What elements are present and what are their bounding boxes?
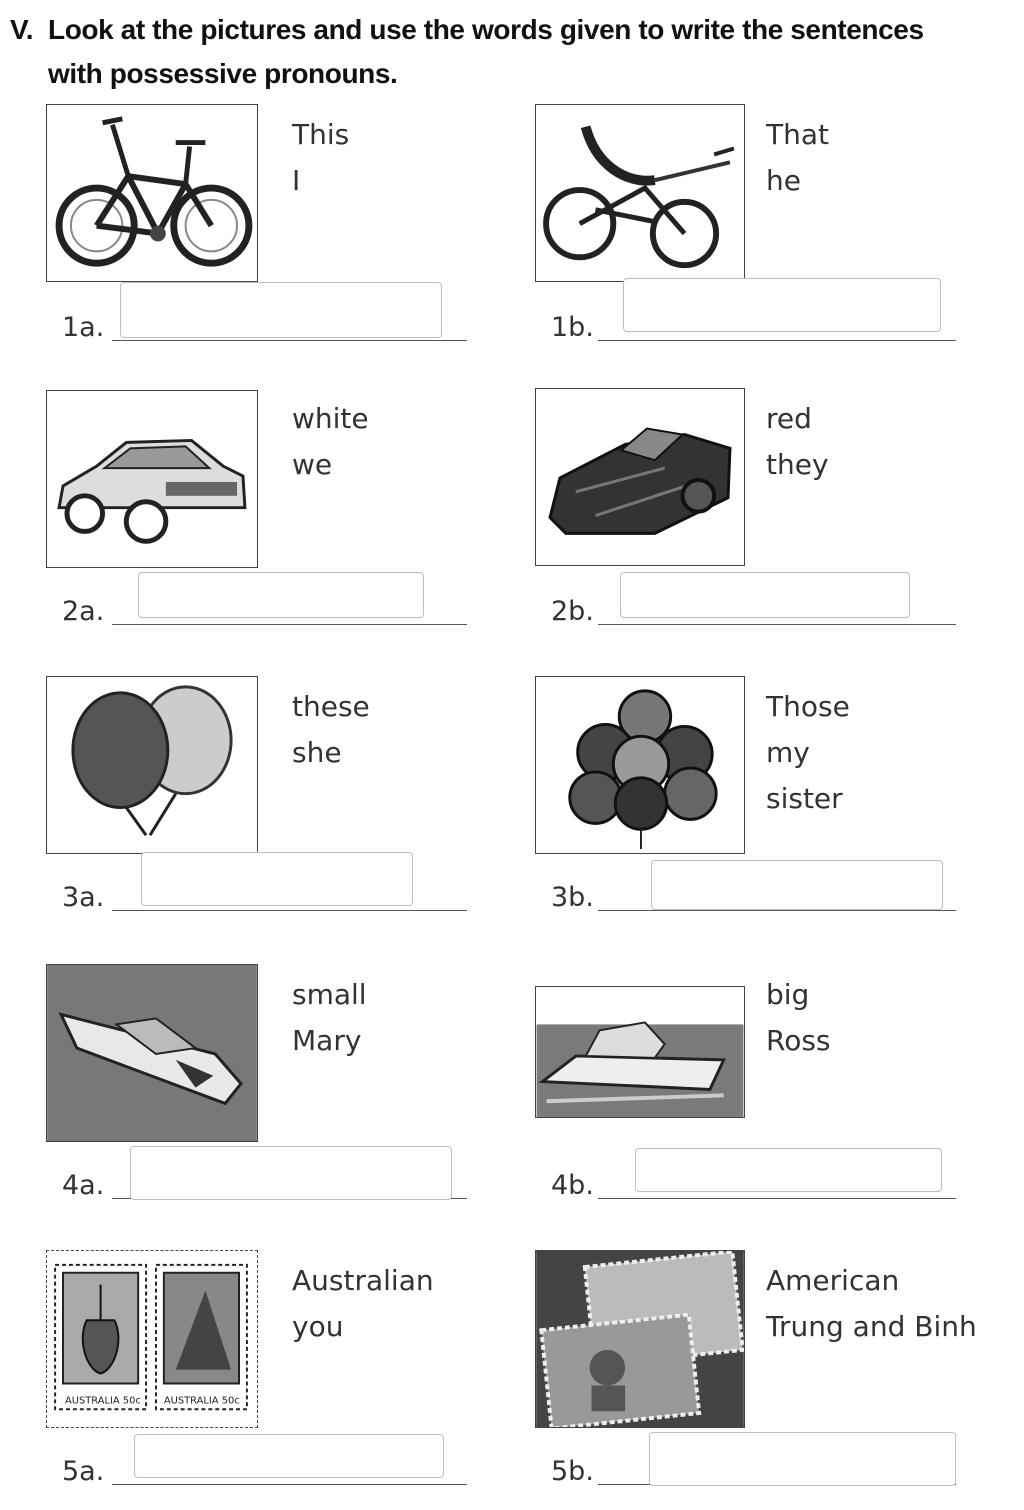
answer-line-3a	[112, 910, 467, 911]
answer-box-4b[interactable]	[635, 1148, 942, 1192]
item-label-2b: 2b.	[551, 596, 594, 627]
given-word: these	[292, 690, 370, 723]
item-label-3b: 3b.	[551, 882, 594, 913]
given-word: Trung and Binh	[766, 1310, 977, 1343]
item-label-1b: 1b.	[551, 312, 594, 343]
recumbent-bicycle-icon	[535, 104, 745, 282]
balloon-bunch-icon	[535, 676, 745, 854]
stamp-caption: AUSTRALIA 50c	[64, 1395, 141, 1407]
word-list-1b	[766, 112, 829, 204]
given-word: we	[292, 448, 333, 481]
given-word: big	[766, 978, 810, 1011]
american-stamps-icon	[535, 1250, 745, 1428]
answer-line-5a	[112, 1484, 467, 1485]
bicycle-icon	[46, 104, 258, 282]
given-word: This	[292, 118, 350, 151]
answer-box-2a[interactable]	[138, 572, 424, 618]
exercise-number: V.	[10, 14, 34, 45]
item-label-1a: 1a.	[62, 312, 105, 343]
stamps-icon	[46, 1250, 258, 1428]
word-list-4a	[292, 972, 367, 1064]
answer-line-3b	[598, 910, 956, 911]
word-list-3b	[766, 684, 850, 822]
answer-line-1a	[112, 340, 467, 341]
given-word: white	[292, 402, 369, 435]
item-label-4a: 4a.	[62, 1170, 105, 1201]
given-word: Those	[766, 690, 850, 723]
answer-box-4a[interactable]	[130, 1146, 452, 1200]
item-label-3a: 3a.	[62, 882, 105, 913]
answer-box-1b[interactable]	[623, 278, 941, 332]
word-list-2b	[766, 396, 829, 488]
sports-car-icon	[535, 388, 745, 566]
item-label-5a: 5a.	[62, 1456, 105, 1487]
given-word: American	[766, 1264, 900, 1297]
word-list-5b	[766, 1258, 977, 1350]
answer-line-2a	[112, 624, 467, 625]
given-word: Australian	[292, 1264, 434, 1297]
balloons-icon	[46, 676, 258, 854]
answer-box-3b[interactable]	[651, 860, 943, 910]
speedboat-icon	[46, 964, 258, 1142]
yacht-icon	[535, 986, 745, 1118]
item-label-2a: 2a.	[62, 596, 105, 627]
stamp-caption: AUSTRALIA 50c	[163, 1395, 240, 1407]
given-word: she	[292, 736, 342, 769]
answer-box-1a[interactable]	[120, 282, 442, 338]
answer-line-1b	[598, 340, 956, 341]
instruction-line-1: Look at the pictures and use the words given to write the sentences	[48, 14, 924, 45]
word-list-3a	[292, 684, 370, 776]
given-word: they	[766, 448, 829, 481]
given-word: sister	[766, 782, 843, 815]
given-word: That	[766, 118, 829, 151]
item-label-4b: 4b.	[551, 1170, 594, 1201]
given-word: you	[292, 1310, 344, 1343]
given-word: Mary	[292, 1024, 362, 1057]
car-icon	[46, 390, 258, 568]
word-list-1a	[292, 112, 349, 204]
answer-line-2b	[598, 624, 956, 625]
given-word: Ross	[766, 1024, 831, 1057]
word-list-2a	[292, 396, 369, 488]
answer-box-2b[interactable]	[620, 572, 910, 618]
exercise-heading	[10, 8, 1015, 96]
answer-box-5a[interactable]	[134, 1434, 444, 1478]
answer-box-3a[interactable]	[141, 852, 413, 906]
given-word: red	[766, 402, 812, 435]
answer-line-4b	[598, 1198, 956, 1199]
instruction-line-2: with possessive pronouns.	[48, 58, 398, 89]
word-list-4b	[766, 972, 831, 1064]
item-label-5b: 5b.	[551, 1456, 594, 1487]
given-word: small	[292, 978, 367, 1011]
given-word: he	[766, 164, 801, 197]
word-list-5a	[292, 1258, 434, 1350]
given-word: I	[292, 164, 301, 197]
answer-box-5b[interactable]	[649, 1432, 956, 1486]
given-word: my	[766, 736, 810, 769]
